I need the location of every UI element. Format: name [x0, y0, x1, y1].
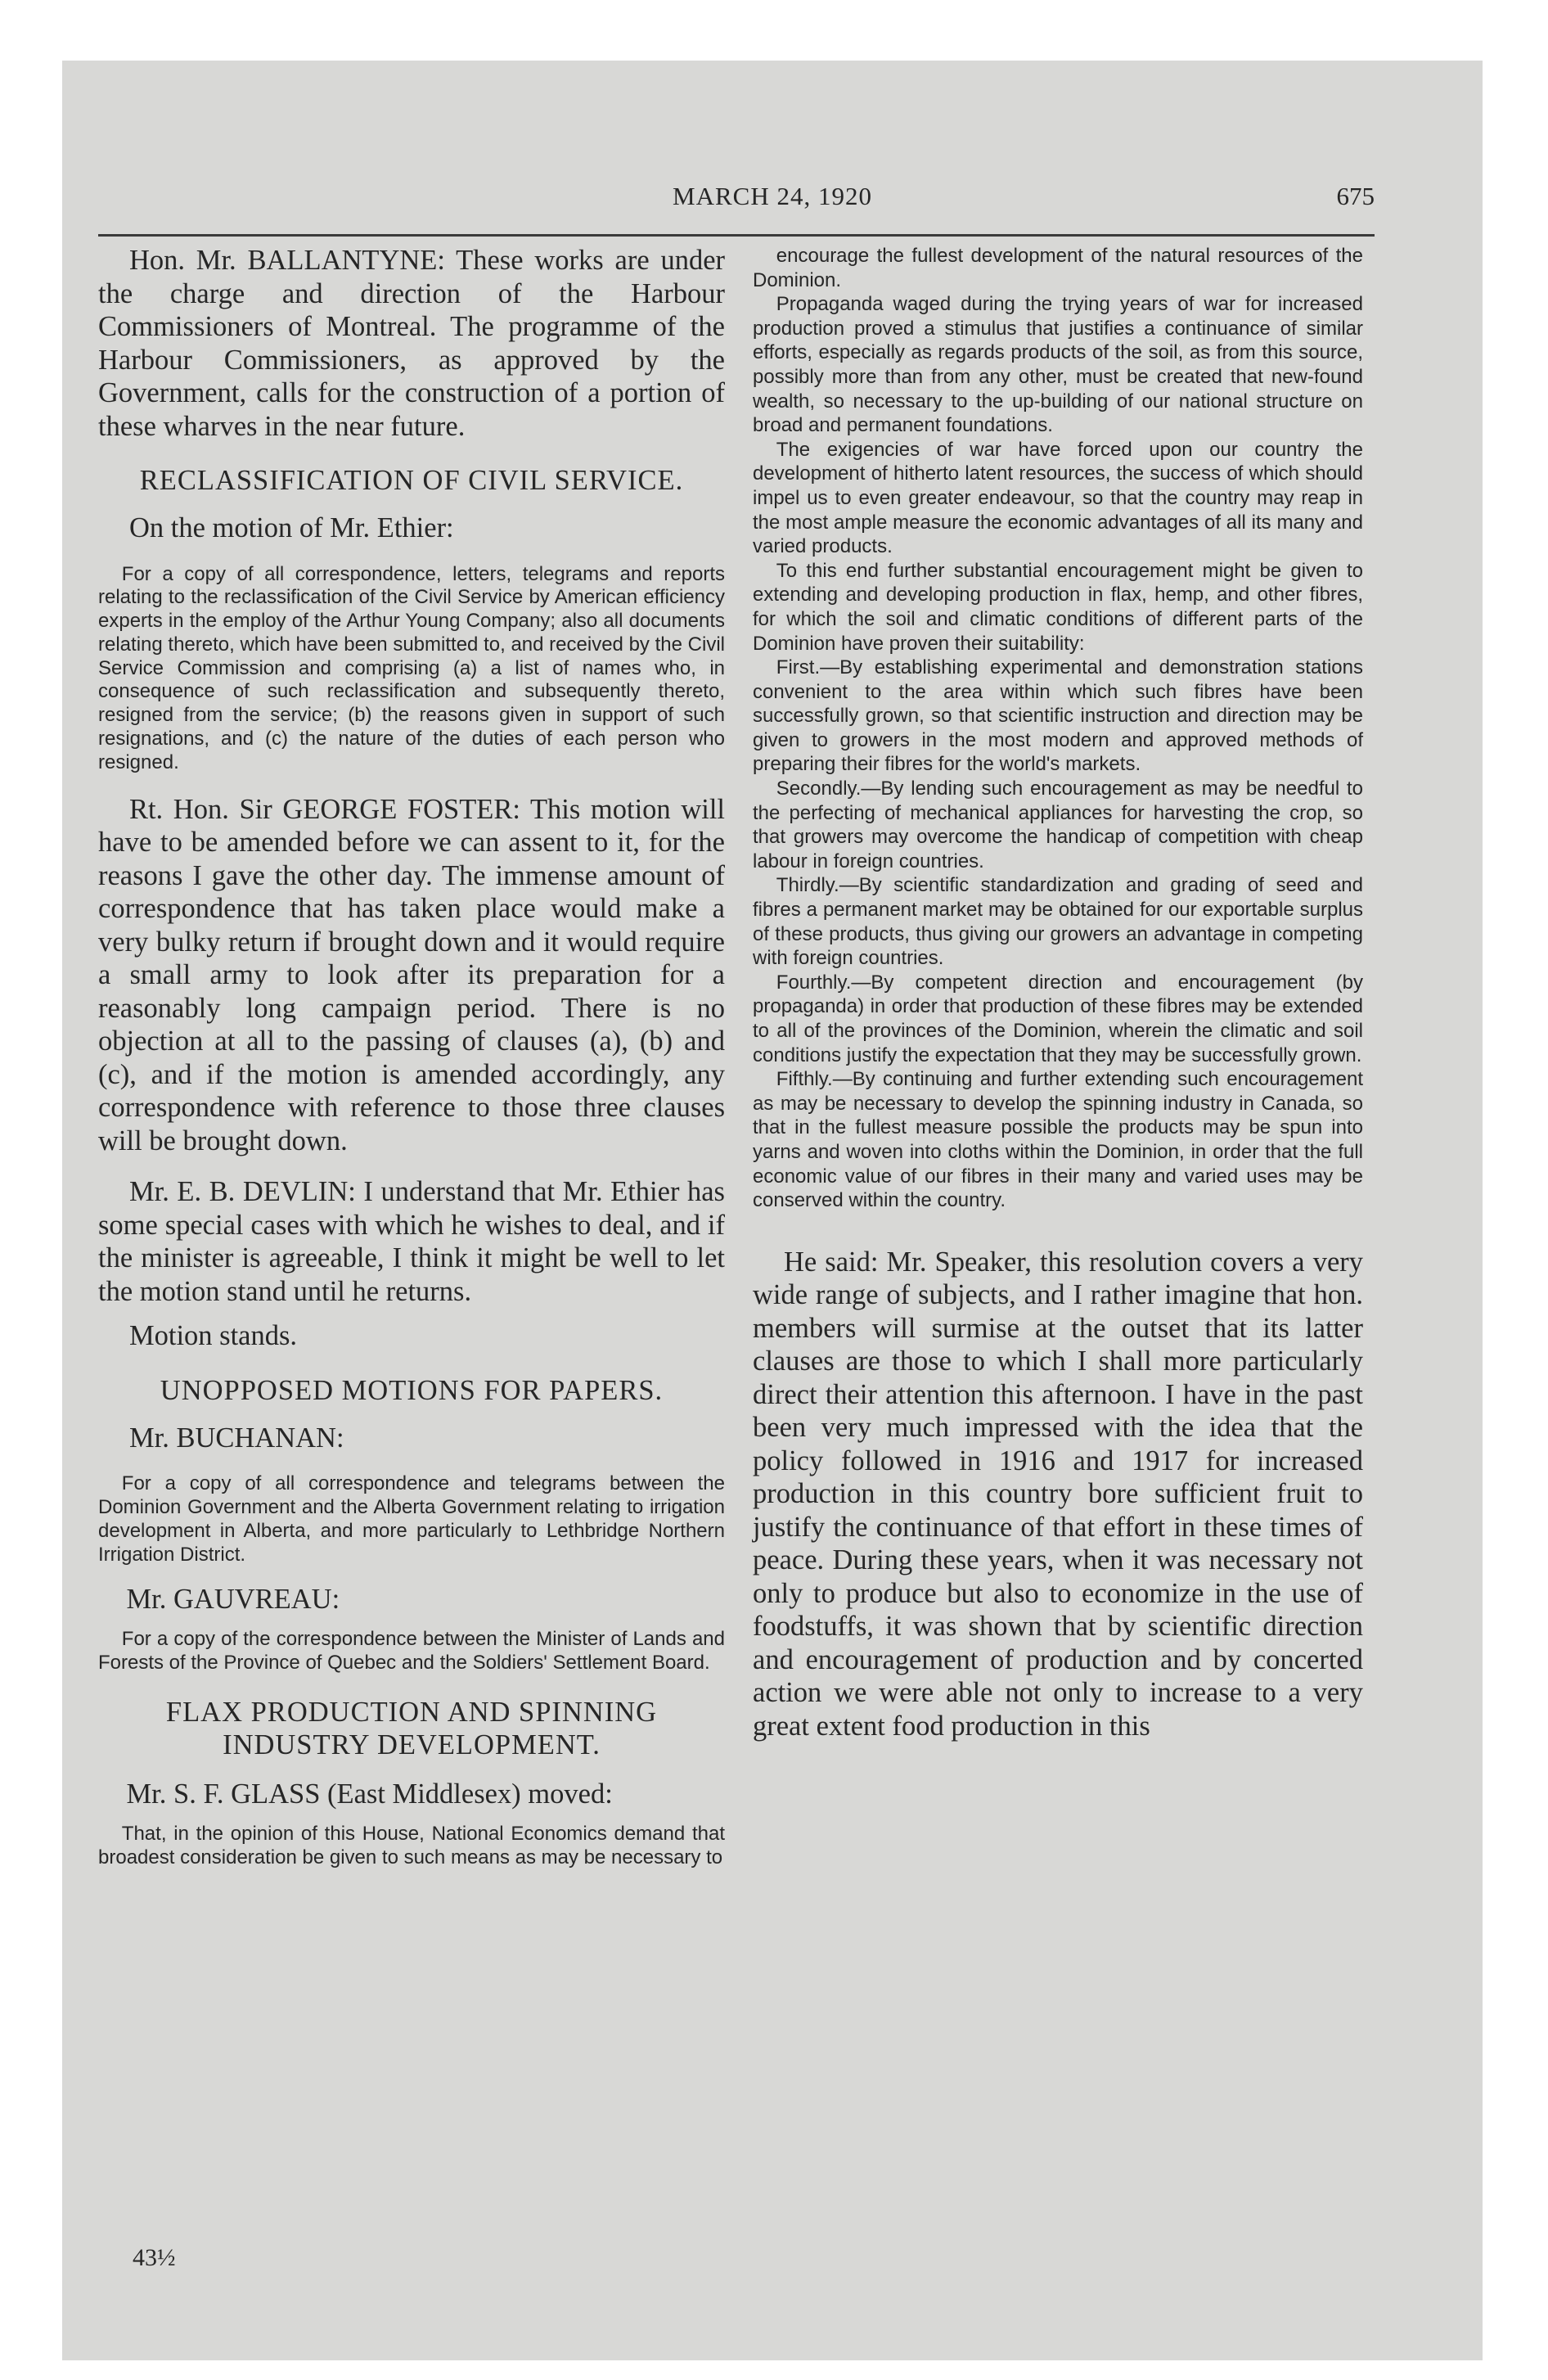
ballantyne-paragraph: Hon. Mr. BALLANTYNE: These works are under the charge and direction of the Harbour Commissioners of Montreal. The programme of the Harbour Commissioners, as approved by the Government, calls for the construction of a portion of these wharves in the near future.	[98, 245, 725, 442]
devlin-paragraph: Mr. E. B. DEVLIN: I understand that Mr. Ethier has some special cases with which he wishes to deal, and if the minister is agreeable, I think it might be well to let the motion stand until he returns.	[98, 1176, 725, 1307]
speaker-gauvreau: Mr. GAUVREAU:	[126, 1584, 340, 1616]
motion-text-settlement: For a copy of the correspondence between the Minister of Lands and Forests of the Province of Quebec and the Soldiers' Settlement Board.	[98, 1627, 725, 1674]
resolution-para-3: The exigencies of war have forced upon our country the development of hitherto latent resources, the success of which should impel us to even greater endeavour, so that the country may reap in the most ample measure the economic advantages of all its many and varied products.	[753, 438, 1363, 558]
heading-unopposed-motions: UNOPPOSED MOTIONS FOR PAPERS.	[160, 1374, 664, 1406]
speaker-buchanan: Mr. BUCHANAN:	[128, 1422, 344, 1454]
resolution-second: Secondly.—By lending such encouragement as may be needful to the perfecting of mechanical appliances for harvesting the crop, so that growers may overcome the handicap of competition with cheap labour in foreign countries.	[753, 778, 1363, 872]
resolution-para-2: Propaganda waged during the trying years of war for increased production proved a stimulus that justifies a continuance of similar efforts, especially as regards products of the soil, as from this source, possibly more than from any other, must be created that new-found wealth, so necessary to the up-building of our national structure on broad and permanent foundations.	[753, 293, 1363, 437]
resolution-para-1: encourage the fullest development of the natural resources of the Dominion.	[753, 245, 1363, 291]
page-number: 675	[1336, 182, 1375, 210]
left-column	[98, 244, 725, 1870]
resolution-fifth: Fifthly.—By continuing and further extending such encouragement as may be necessary to develop the spinning industry in Canada, so that in the fullest measure possible the products may be spun into yarns and woven into cloths within the Dominion, in order that the full economic value of our fibres in their many and varied uses may be conserved within the country.	[753, 1068, 1363, 1212]
right-column	[753, 244, 1363, 1742]
motion-text-reclassification: For a copy of all correspondence, letters, telegrams and reports relating to the reclassification of the Civil Service by American efficiency experts in the employ of the Arthur Young Company; also all documents relating thereto, which have been submitted to, and received by the Civil Service Commission and comprising (a) a list of names who, in consequence of such reclassification and subsequently thereto, resigned from the service; (b) the reasons given in support of such resignations, and (c) the nature of the duties of each person who resigned.	[98, 562, 725, 773]
heading-flax-production: FLAX PRODUCTION AND SPINNING INDUSTRY DEVELOPMENT.	[165, 1697, 658, 1761]
resolution-first: First.—By establishing experimental and demonstration stations convenient to the area within which such fibres have been successfully grown, so that scientific instruction and direction may be given to growers in the most modern and approved methods of preparing their fibres for the world's markets.	[753, 656, 1363, 776]
heading-reclassification: RECLASSIFICATION OF CIVIL SERVICE.	[139, 465, 684, 496]
header-rule	[98, 234, 1375, 237]
foster-paragraph: Rt. Hon. Sir GEORGE FOSTER: This motion will have to be amended before we can assent to it, for the reasons I gave the other day. The immense amount of correspondence that has taken place would make a very bulky return if brought down and it would require a small army to look after its preparation for a reasonably long campaign period. There is no objection at all to the passing of clauses (a), (b) and (c), and if the motion is amended accordingly, any correspondence with reference to those three clauses will be brought down.	[98, 793, 725, 1156]
header-date: MARCH 24, 1920	[673, 182, 872, 210]
resolution-fourth: Fourthly.—By competent direction and encouragement (by propaganda) in order that production of these fibres may be extended to all of the provinces of the Dominion, wherein the climatic and soil conditions justify the expectation that they may be successfully grown.	[753, 971, 1363, 1066]
glass-speech-paragraph: He said: Mr. Speaker, this resolution covers a very wide range of subjects, and I rather imagine that hon. members will surmise at the outset that its latter clauses are those to which I shall more particularly direct their attention this afternoon. I have in the past been very much impressed with the idea that the policy followed in 1916 and 1917 for increased production in this country bore sufficient fruit to justify the continuance of that effort in these times of peace. During these years, when it was necessary not only to produce but also to economize in the use of foodstuffs, it was shown that by scientific direction and encouragement of production and by concerted action we were able not only to increase to a very great extent food production in this	[753, 1246, 1363, 1742]
signature-mark: 43½	[133, 2244, 176, 2271]
motion-stands: Motion stands.	[128, 1320, 298, 1352]
motion-text-irrigation: For a copy of all correspondence and telegrams between the Dominion Government and the Alberta Government relating to irrigation development in Alberta, and more particularly to Lethbridge Northern Irrigation District.	[98, 1472, 725, 1566]
motion-intro-ethier: On the motion of Mr. Ethier:	[128, 512, 454, 543]
speaker-glass: Mr. S. F. GLASS (East Middlesex) moved:	[126, 1778, 613, 1810]
motion-text-flax: That, in the opinion of this House, National Economics demand that broadest consideration be given to such means as may be necessary to	[98, 1822, 725, 1868]
resolution-third: Thirdly.—By scientific standardization and grading of seed and fibres a permanent market may be obtained for our exportable surplus of these products, thus giving our growers an advantage in competing with foreign countries.	[753, 874, 1363, 970]
resolution-para-4: To this end further substantial encouragement might be given to extending and developing production in flax, hemp, and other fibres, for which the soil and climatic conditions of different parts of the Dominion have proven their suitability:	[753, 559, 1363, 655]
